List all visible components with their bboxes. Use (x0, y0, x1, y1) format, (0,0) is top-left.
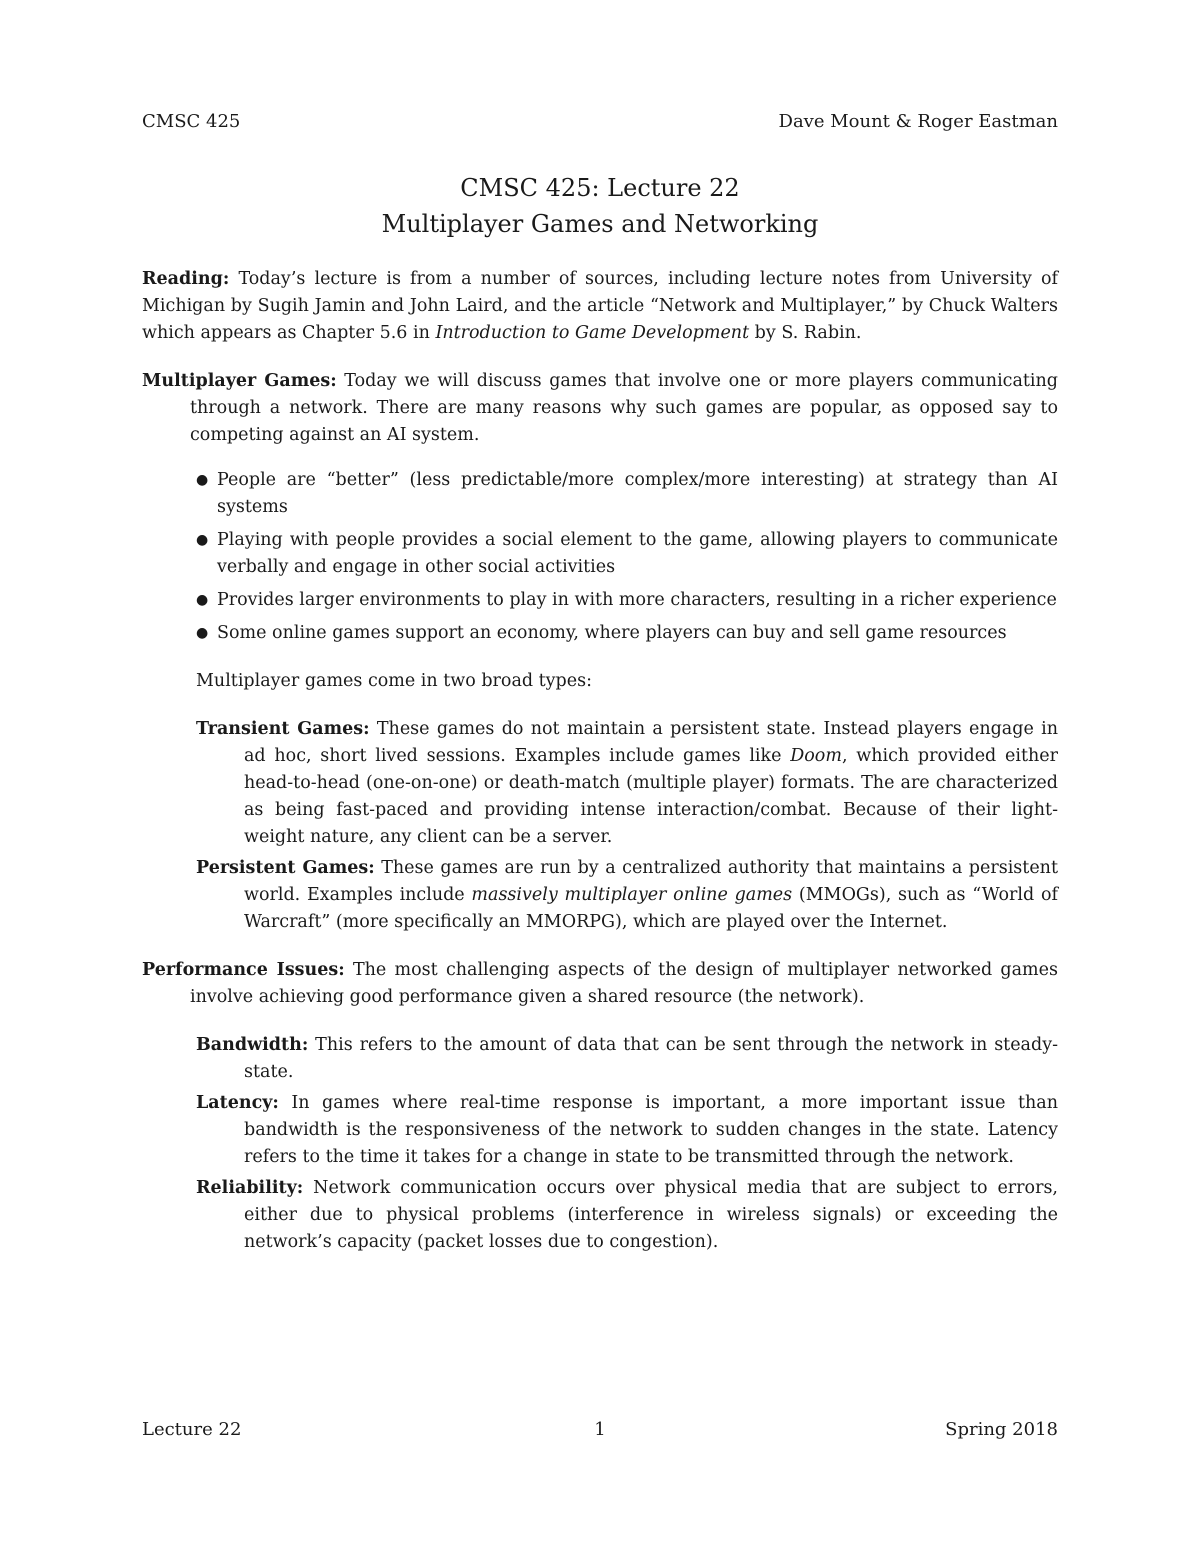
reasons-list (142, 467, 1058, 647)
reading-paragraph (142, 266, 1058, 347)
header-authors: Dave Mount & Roger Eastman (778, 111, 1058, 132)
multiplayer-text: Today we will discuss games that involve one or more players communicating through a network. There are many reasons why such games are popular, as opposed say to competing against an AI system. (190, 371, 1059, 445)
reliability-label: Reliability: (196, 1178, 304, 1198)
persistent-text-end: (MMOGs), such as “World of Warcraft” (more specifically an MMORPG), which are played over the Internet. (244, 885, 1058, 932)
list-item (196, 620, 1058, 647)
lecture-title (142, 170, 1058, 242)
bullet-icon: ● (196, 532, 209, 548)
types-intro: Multiplayer games come in two broad types: (196, 671, 592, 691)
bullet-icon: ● (196, 592, 209, 608)
running-footer (142, 1416, 1058, 1444)
page-number: 1 (594, 1419, 606, 1440)
list-item-text: Playing with people provides a social element to the game, allowing players to communicate verbally and engage in other social activities (217, 530, 1058, 577)
transient-games-item (196, 716, 1058, 851)
list-item (196, 467, 1058, 521)
title-line-2: Multiplayer Games and Networking (381, 210, 819, 238)
performance-section (142, 957, 1058, 1011)
transient-text-end: , which provided either head-to-head (one-on-one) or death-match (multiple player) formats. The are characterized as being fast-paced and providing intense interaction/combat. Because of their light-weight nature, any client can be a server. (244, 746, 1058, 847)
document-body (142, 266, 1058, 1256)
list-item (196, 527, 1058, 581)
game-types-block (142, 668, 1058, 936)
bandwidth-label: Bandwidth: (196, 1035, 309, 1055)
multiplayer-label: Multiplayer Games: (142, 371, 337, 391)
list-item-text: People are “better” (less predictable/more complex/more interesting) at strategy than AI systems (217, 470, 1058, 517)
performance-label: Performance Issues: (142, 960, 345, 980)
header-course: CMSC 425 (142, 111, 241, 132)
reliability-text: Network communication occurs over physical media that are subject to errors, either due to physical problems (interference in wireless signals) or exceeding the network’s capacity (packet losses due to congestion). (244, 1178, 1058, 1252)
persistent-text: These games are run by a centralized authority that maintains a persistent world. Examples include (244, 858, 1058, 905)
list-item (196, 587, 1058, 614)
performance-text: The most challenging aspects of the design of multiplayer networked games involve achieving good performance given a shared resource (the network). (190, 960, 1058, 1007)
bullet-icon: ● (196, 625, 209, 641)
running-header (142, 108, 1058, 136)
bandwidth-text: This refers to the amount of data that can be sent through the network in steady-state. (244, 1035, 1058, 1082)
doom-title: Doom (790, 746, 842, 766)
latency-item (196, 1090, 1058, 1171)
multiplayer-section (142, 368, 1058, 449)
performance-items (142, 1032, 1058, 1256)
list-item-text: Some online games support an economy, where players can buy and sell game resources (217, 623, 1007, 643)
footer-term: Spring 2018 (945, 1419, 1058, 1440)
persistent-label: Persistent Games: (196, 858, 375, 878)
latency-label: Latency: (196, 1093, 279, 1113)
list-item-text: Provides larger environments to play in with more characters, resulting in a richer experience (217, 590, 1057, 610)
reading-text: Today’s lecture is from a number of sources, including lecture notes from University of Michigan by Sugih Jamin and John Laird, and the article “Network and Multiplayer,” by Chuck Walters which appears as Chapter 5.6 in (142, 269, 1058, 343)
reading-text-end: by S. Rabin. (749, 323, 862, 343)
transient-label: Transient Games: (196, 719, 370, 739)
latency-text: In games where real-time response is important, a more important issue than bandwidth is the responsiveness of the network to sudden changes in the state. Latency refers to the time it takes for a change in state to be transmitted through the network. (244, 1093, 1058, 1167)
footer-lecture: Lecture 22 (142, 1419, 242, 1440)
bullet-icon: ● (196, 472, 209, 488)
reading-book-title: Introduction to Game Development (435, 323, 750, 343)
mmog-term: massively multiplayer online games (471, 885, 793, 905)
persistent-games-item (196, 855, 1058, 936)
title-line-1: CMSC 425: Lecture 22 (460, 174, 740, 202)
bandwidth-item (196, 1032, 1058, 1086)
reading-label: Reading: (142, 269, 230, 289)
reliability-item (196, 1175, 1058, 1256)
transient-text: These games do not maintain a persistent state. Instead players engage in ad hoc, short lived sessions. Examples include games like (244, 719, 1058, 766)
